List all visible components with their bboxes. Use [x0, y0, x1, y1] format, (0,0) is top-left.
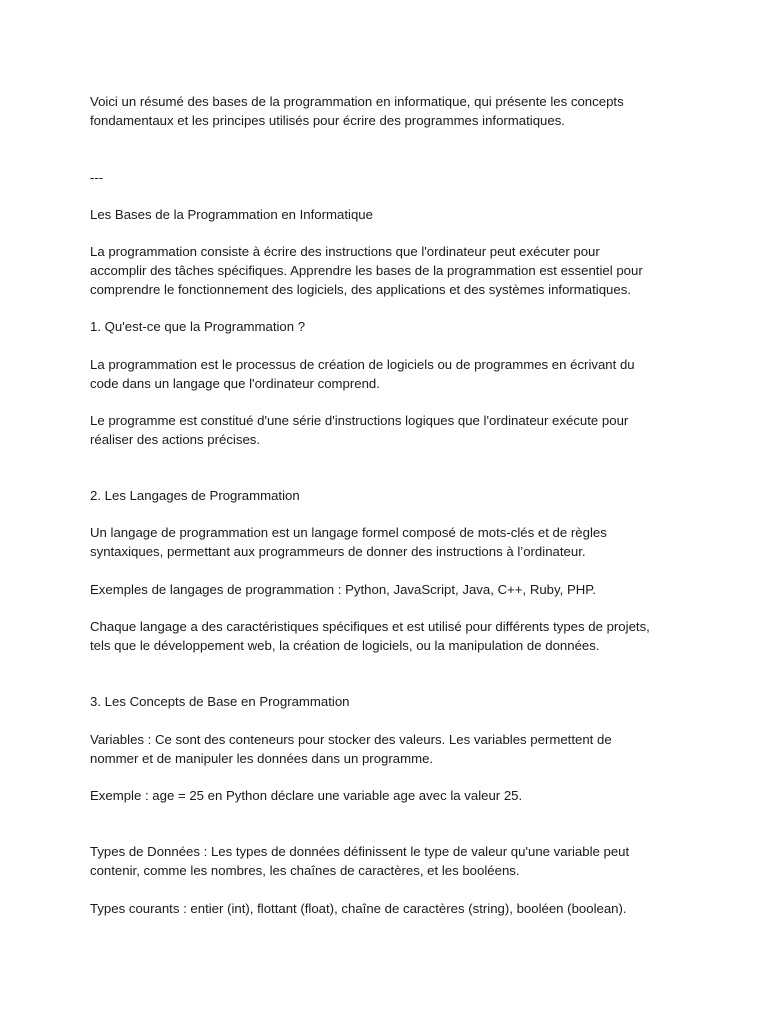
section3-heading: 3. Les Concepts de Base en Programmation	[90, 694, 350, 709]
section3-paragraph-4: Types courants : entier (int), flottant (float), chaîne de caractères (string), booléen (boolean).	[90, 901, 627, 916]
overview-paragraph: La programmation consiste à écrire des instructions que l'ordinateur peut exécuter pour accomplir des tâches spécifiques. Apprendre les bases de la programmation est essentiel pour comprendre le fonctionnement des logiciels, des applications et des systèmes informatiques.	[90, 244, 643, 297]
section2-paragraph-2: Exemples de langages de programmation : Python, JavaScript, Java, C++, Ruby, PHP.	[90, 582, 597, 597]
document-title: Les Bases de la Programmation en Informatique	[90, 207, 373, 222]
section2-paragraph-3: Chaque langage a des caractéristiques spécifiques et est utilisé pour différents types de projets, tels que le développement web, la création de logiciels, ou la manipulation de données.	[90, 619, 650, 653]
section2-paragraph-1: Un langage de programmation est un langage formel composé de mots-clés et de règles syntaxiques, permettant aux programmeurs de donner des instructions à l’ordinateur.	[90, 525, 607, 559]
section1-heading: 1. Qu'est-ce que la Programmation ?	[90, 319, 306, 334]
section1-paragraph-1: La programmation est le processus de création de logiciels ou de programmes en écrivant du code dans un langage que l'ordinateur comprend.	[90, 357, 635, 391]
intro-paragraph: Voici un résumé des bases de la programmation en informatique, qui présente les concepts fondamentaux et les principes utilisés pour écrire des programmes informatiques.	[90, 94, 624, 128]
separator: ---	[90, 170, 104, 185]
section3-paragraph-3: Types de Données : Les types de données définissent le type de valeur qu'une variable peut contenir, comme les nombres, les chaînes de caractères, et les booléens.	[90, 844, 630, 878]
section3-paragraph-2: Exemple : age = 25 en Python déclare une variable age avec la valeur 25.	[90, 788, 523, 803]
section2-heading: 2. Les Langages de Programmation	[90, 488, 300, 503]
section1-paragraph-2: Le programme est constitué d'une série d'instructions logiques que l'ordinateur exécute pour réaliser des actions précises.	[90, 413, 629, 447]
section3-paragraph-1: Variables : Ce sont des conteneurs pour stocker des valeurs. Les variables permettent de nommer et de manipuler les données dans un programme.	[90, 732, 612, 766]
